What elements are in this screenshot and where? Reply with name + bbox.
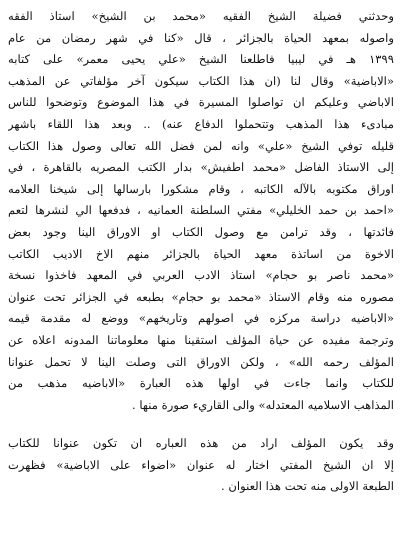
text-line: واصوله بمعهد الحياة بالجزائر ، قال «كنا في شهر رمضان من عام bbox=[8, 30, 394, 45]
paragraph-1 bbox=[8, 6, 394, 416]
text-line: مبادىء هذا المذهب وتتحملوا الدفاع عنه) .. وبعد هذا اللقاء باشهر bbox=[8, 116, 394, 131]
text-line: مصوره منه وقام الاستاذ «محمد بو حجام» بطبعه في الجزائر تحت عنوان bbox=[8, 289, 394, 304]
text-line: وحدثني فضيلة الشيخ الفقيه «محمد بن الشيخ» استاذ الفقه bbox=[8, 9, 394, 23]
text-line: اوراق مكتوبه بالآله الكاتبه ، وقام مشكورا بارسالها إلى شيخنا العلامه bbox=[8, 181, 394, 196]
paragraph-2 bbox=[8, 433, 394, 498]
text-line: «محمد ناصر بو حجام» استاذ الادب العربي في المعهد فاخذوا نسخة bbox=[8, 268, 394, 283]
text-line: ١٣٩٩ هـ في ليبيا فاطلعنا الشيخ «علي يحيى معمر» على كتابه bbox=[8, 52, 394, 67]
paragraph-gap bbox=[8, 416, 394, 433]
text-line: الاخوة من اساتذة معهد الحياة بالجزائر منهم الاخ الاديب الكاتب bbox=[8, 246, 394, 261]
text-line: «احمد بن حمد الخليلي» مفتي السلطنة العمانيه ، فدفعها الي لنشرها لتعم bbox=[8, 203, 394, 218]
text-line: وترجمة مفيده عن حياة المؤلف استقينا منها معلوماتنا المدونه اعلاه عن bbox=[8, 332, 394, 347]
text-line: للكتاب وانما جاءت في اولها هذه العبارة «الاباضيه مذهب من bbox=[8, 376, 394, 391]
text-line: الطبعة الاولى منه تحت هذا العنوان . bbox=[220, 479, 394, 494]
text-line: إلا ان الشيخ المفتي اختار له عنوان «اضواء على الاباضية» فظهرت bbox=[8, 457, 394, 472]
text-line: المؤلف رحمه الله» ، ولكن الاوراق التى وصلت الينا لا تحمل عنوانا bbox=[8, 354, 394, 369]
text-line: فائدتها ، وقد ترامن مع وصول الكتاب او الاوراق الينا وجود بعض bbox=[8, 224, 394, 239]
text-line: الاباضي وعليكم ان تواصلوا المسيرة في هذا الموضوع وتوضحوا للناس bbox=[8, 95, 394, 110]
text-line: «الاباضيه دراسة مركزه في اصولهم وتاريخهم» ووضع له مقدمة قيمه bbox=[8, 311, 394, 326]
text-line: المذاهب الاسلاميه المعتدله» والى القاريء صورة منها . bbox=[132, 397, 394, 412]
text-line: قليله توفي الشيخ «علي» وانه لمن فضل الله تعالى وصول هذا الكتاب bbox=[8, 138, 394, 153]
text-line: وقد يكون المؤلف اراد من هذه العباره ان تكون عنوانا للكتاب bbox=[8, 436, 394, 451]
text-line: «الاباضية» وقال لنا (ان هذا الكتاب سيكون آخر مؤلفاتي عن المذهب bbox=[8, 73, 394, 88]
text-line: إلى الاستاذ الفاضل «محمد اطفيش» بدار الكتب المصريه بالقاهرة ، في bbox=[8, 160, 394, 175]
